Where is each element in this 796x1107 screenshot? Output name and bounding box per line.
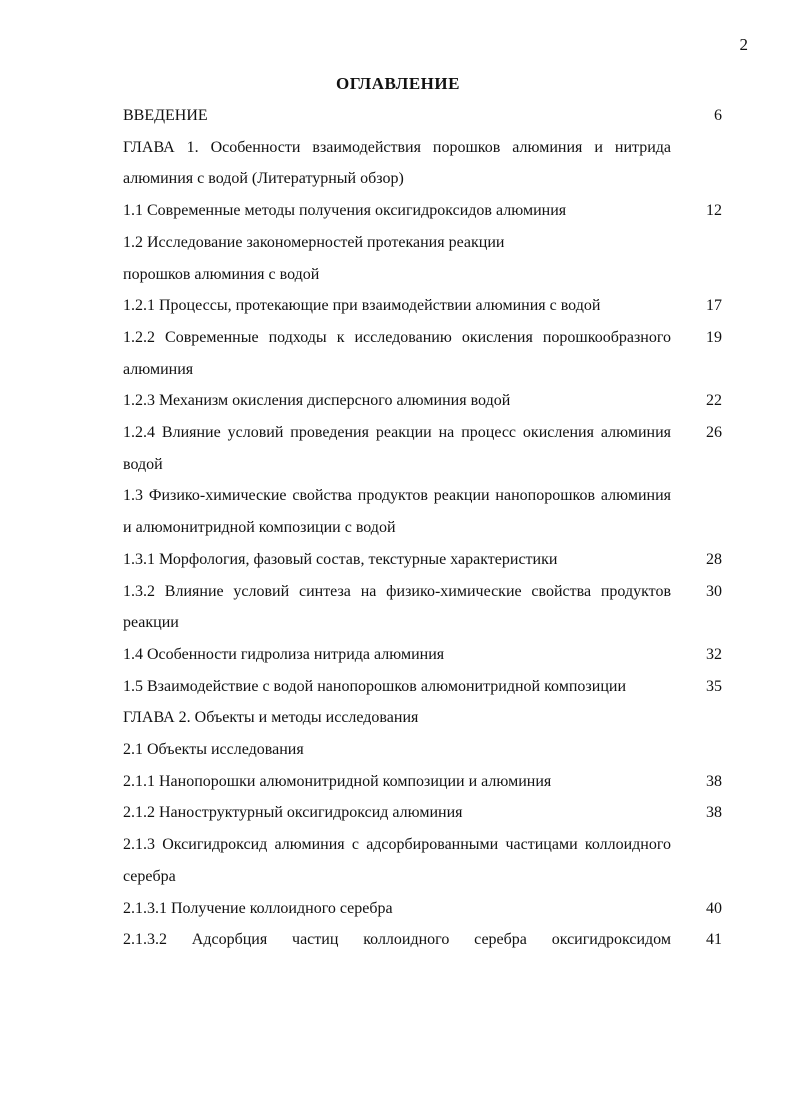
toc-entry xyxy=(0,639,796,671)
toc-entry xyxy=(0,195,796,227)
toc-entry-text: 2.1 Объекты исследования xyxy=(123,741,304,759)
toc-entry-text: 2.1.3.2 Адсорбция частиц коллоидного серебра оксигидроксидом xyxy=(123,931,671,949)
toc-entry xyxy=(0,576,796,639)
toc-entry-text: 2.1.3 Оксигидроксид алюминия с адсорбированными частицами коллоидного серебра xyxy=(123,836,671,885)
toc-entry xyxy=(0,544,796,576)
toc-entry xyxy=(0,734,796,766)
toc-entry-page: 35 xyxy=(706,677,722,695)
toc-entry-page: 26 xyxy=(706,424,722,442)
toc-entry xyxy=(0,227,796,259)
toc-entry-text: 1.2 Исследование закономерностей протекания реакции xyxy=(123,233,505,251)
toc-entry-page: 19 xyxy=(706,328,722,346)
toc-entry-text: 1.5 Взаимодействие с водой нанопорошков алюмонитридной композиции xyxy=(123,677,626,695)
toc-entry-page: 41 xyxy=(706,931,722,949)
toc-entry-page: 28 xyxy=(706,550,722,568)
toc-entry-text: ГЛАВА 2. Объекты и методы исследования xyxy=(123,709,419,727)
toc-entry-text: 1.3.1 Морфология, фазовый состав, текстурные характеристики xyxy=(123,550,558,568)
toc-entry xyxy=(0,924,796,956)
toc-entry xyxy=(0,385,796,417)
toc-entry-page: 38 xyxy=(706,772,722,790)
toc-entry-text: 1.1 Современные методы получения оксигидроксидов алюминия xyxy=(123,202,567,220)
toc-entry-page: 32 xyxy=(706,645,722,663)
toc-entry-page: 22 xyxy=(706,392,722,410)
toc-entry xyxy=(0,100,796,132)
toc-entry-page: 38 xyxy=(706,804,722,822)
toc-entry xyxy=(0,480,796,543)
toc-entry xyxy=(0,829,796,892)
toc-entry-text: 1.2.1 Процессы, протекающие при взаимодействии алюминия с водой xyxy=(123,297,601,315)
toc-entry-text: 1.3 Физико-химические свойства продуктов реакции нанопорошков алюминия и алюмонитридной композиции с водой xyxy=(123,487,671,537)
toc-entry xyxy=(0,893,796,925)
toc-entry-text: 1.3.2 Влияние условий синтеза на физико-химические свойства продуктов реакции xyxy=(123,582,671,632)
toc-entry xyxy=(0,797,796,829)
toc-entry-text: 1.2.2 Современные подходы к исследованию окисления порошкообразного алюминия xyxy=(123,328,671,378)
toc-entry-page: 17 xyxy=(706,297,722,315)
toc-entry-text: 2.1.1 Нанопорошки алюмонитридной композиции и алюминия xyxy=(123,772,552,790)
toc-entry xyxy=(0,132,796,195)
toc-entry xyxy=(0,702,796,734)
toc-entry xyxy=(0,322,796,385)
toc-entry-text: порошков алюминия с водой xyxy=(123,265,320,283)
toc-title: ОГЛАВЛЕНИЕ xyxy=(336,74,460,93)
toc-entry-text: 1.4 Особенности гидролиза нитрида алюминия xyxy=(123,645,445,663)
toc-entry-text: 2.1.2 Наноструктурный оксигидроксид алюминия xyxy=(123,804,463,822)
toc-entry-text: 1.2.3 Механизм окисления дисперсного алюминия водой xyxy=(123,392,511,410)
toc-entry-text: ВВЕДЕНИЕ xyxy=(123,107,208,124)
toc-list xyxy=(0,100,796,956)
toc-entry xyxy=(0,766,796,798)
toc-entry-page: 40 xyxy=(706,899,722,917)
page-number: 2 xyxy=(739,35,748,54)
toc-entry-text: 1.2.4 Влияние условий проведения реакции на процесс окисления алюминия водой xyxy=(123,424,671,473)
toc-entry-text: ГЛАВА 1. Особенности взаимодействия порошков алюминия и нитрида алюминия с водой (Литературный обзор) xyxy=(123,138,671,188)
toc-entry xyxy=(0,671,796,703)
toc-entry xyxy=(0,290,796,322)
toc-entry-page: 6 xyxy=(714,107,722,124)
toc-entry-page: 30 xyxy=(706,582,722,600)
toc-entry xyxy=(0,259,796,291)
toc-entry xyxy=(0,417,796,480)
toc-entry-text: 2.1.3.1 Получение коллоидного серебра xyxy=(123,899,393,917)
toc-entry-page: 12 xyxy=(706,202,722,220)
